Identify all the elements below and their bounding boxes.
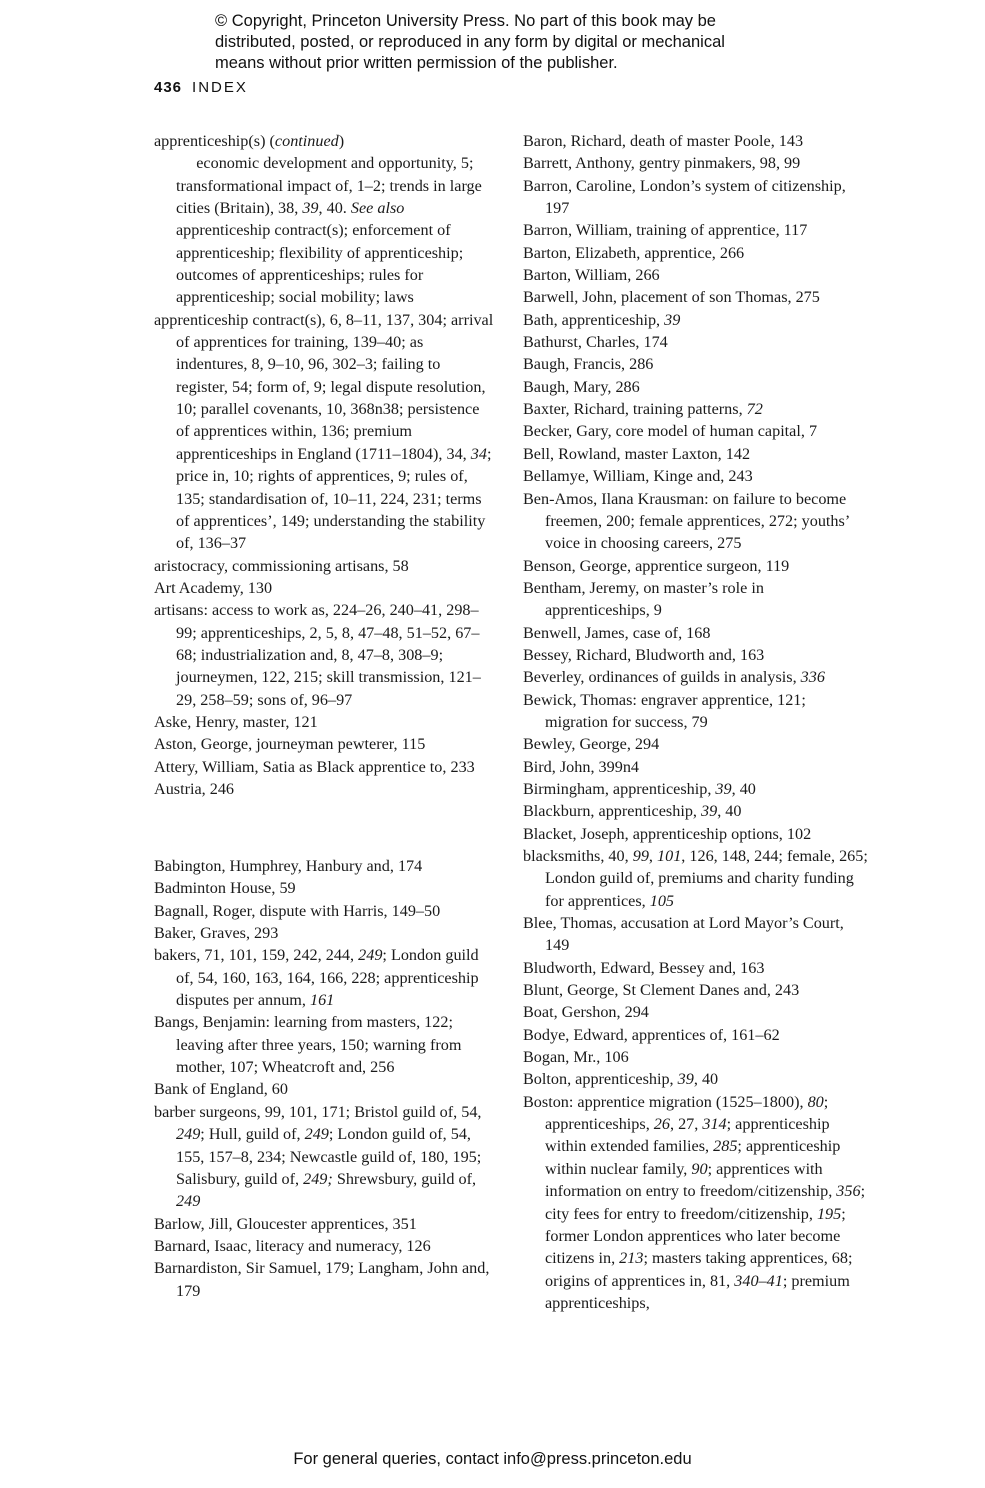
index-entry: Badminton House, 59	[154, 879, 296, 898]
index-entry: Bellamye, William, Kinge and, 243	[523, 467, 753, 486]
index-entry: Bagnall, Roger, dispute with Harris, 149–50	[154, 901, 441, 920]
index-entry: Blacket, Joseph, apprenticeship options, 102	[523, 824, 812, 843]
footer-contact: For general queries, contact info@press.princeton.edu	[293, 1450, 692, 1468]
section-title: INDEX	[192, 79, 248, 96]
index-entry: Bank of England, 60	[154, 1080, 288, 1099]
index-entry: Baugh, Mary, 286	[523, 377, 640, 396]
index-entry: Bell, Rowland, master Laxton, 142	[523, 444, 751, 463]
index-entry: Blee, Thomas, accusation at Lord Mayor’s Court, 149	[523, 914, 844, 955]
index-entry: Aston, George, journeyman pewterer, 115	[154, 735, 426, 754]
index-entry: Boston: apprentice migration (1525–1800), 80; apprenticeships, 26, 27, 314; apprenticeship within extended families, 285; apprenticeship within nuclear family, 90; apprentices with information on entry to freedom/citizenship, 356; city fees for entry to freedom/citizenship, 195; former London apprentices who later become citizens in, 213; masters taking apprentices, 68; origins of apprentices in, 81, 340–41; premium apprenticeships,	[523, 1092, 866, 1312]
index-entry: Barton, William, 266	[523, 266, 660, 285]
index-entry: Benwell, James, case of, 168	[523, 623, 711, 642]
index-entry: Bodye, Edward, apprentices of, 161–62	[523, 1025, 780, 1044]
index-entry: Baron, Richard, death of master Poole, 143	[523, 132, 804, 150]
letter-gap	[154, 817, 494, 839]
page-number: 436	[154, 79, 183, 96]
index-entry: artisans: access to work as, 224–26, 240–41, 298–99; apprenticeships, 2, 5, 8, 47–48, 51–52, 67–68; industrialization and, 8, 47–8, 308–9; journeymen, 122, 215; skill transmission, 121–29, 258–59; sons of, 96–97	[154, 601, 481, 709]
index-entry: Art Academy, 130	[154, 578, 273, 597]
index-entry: Bewley, George, 294	[523, 735, 660, 754]
index-entry: aristocracy, commissioning artisans, 58	[154, 556, 409, 575]
index-entry: Bludworth, Edward, Bessey and, 163	[523, 958, 765, 977]
index-entry: apprenticeship(s) (continued) economic development and opportunity, 5; transformational impact of, 1–2; trends in large cities (Britain), 38, 39, 40. See also apprenticeship contract(s); enforcement of apprenticeship; flexibility of apprenticeship; outcomes of apprenticeships; rules for apprenticeship; social mobility; laws	[154, 132, 482, 307]
index-entry: Barrett, Anthony, gentry pinmakers, 98, 99	[523, 154, 801, 173]
index-entry: Bolton, apprenticeship, 39, 40	[523, 1070, 719, 1089]
index-entry: apprenticeship contract(s), 6, 8–11, 137, 304; arrival of apprentices for training, 139–40; as indentures, 8, 9–10, 96, 302–3; failing to register, 54; form of, 9; legal dispute resolution, 10; parallel covenants, 10, 368n38; persistence of apprentices within, 136; premium apprenticeships in England (1711–1804), 34, 34; price in, 10; rights of apprentices, 9; rules of, 135; standardisation of, 10–11, 224, 231; terms of apprentices’, 149; understanding the stability of, 136–37	[154, 310, 494, 553]
index-entry: Birmingham, apprenticeship, 39, 40	[523, 779, 756, 798]
index-entry: Benson, George, apprentice surgeon, 119	[523, 556, 790, 575]
index-entry: Babington, Humphrey, Hanbury and, 174	[154, 857, 423, 876]
index-entry: Barnardiston, Sir Samuel, 179; Langham, John and, 179	[154, 1259, 490, 1300]
index-entry: Barton, Elizabeth, apprentice, 266	[523, 243, 745, 262]
index-entry: blacksmiths, 40, 99, 101, 126, 148, 244; female, 265; London guild of, premiums and charity funding for apprentices, 105	[523, 847, 868, 910]
index-entry: Barron, William, training of apprentice, 117	[523, 221, 808, 240]
copyright-line: distributed, posted, or reproduced in any form by digital or mechanical	[215, 33, 725, 51]
index-entry: Attery, William, Satia as Black apprentice to, 233	[154, 757, 475, 776]
index-entry: bakers, 71, 101, 159, 242, 244, 249; London guild of, 54, 160, 163, 164, 166, 228; apprenticeship disputes per annum, 161	[154, 946, 479, 1010]
index-entry: Barron, Caroline, London’s system of citizenship, 197	[523, 176, 846, 218]
index-entry: Boat, Gershon, 294	[523, 1003, 649, 1022]
index-entry: Bentham, Jeremy, on master’s role in apprenticeships, 9	[523, 578, 764, 620]
copyright-line: © Copyright, Princeton University Press. No part of this book may be	[215, 12, 716, 30]
index-entry: Baker, Graves, 293	[154, 924, 279, 943]
index-entry: Bathurst, Charles, 174	[523, 333, 668, 352]
index-column-left	[154, 130, 494, 1302]
running-head	[154, 79, 248, 96]
index-entry: Aske, Henry, master, 121	[154, 712, 318, 731]
copyright-line: means without prior written permission of the publisher.	[215, 54, 618, 72]
index-entry: Bewick, Thomas: engraver apprentice, 121; migration for success, 79	[523, 690, 806, 731]
index-entry: Austria, 246	[154, 779, 235, 798]
index-entry: Becker, Gary, core model of human capital, 7	[523, 422, 818, 441]
index-entry: Blackburn, apprenticeship, 39, 40	[523, 802, 742, 821]
index-entry: Bangs, Benjamin: learning from masters, 122; leaving after three years, 150; warning from mother, 107; Wheatcroft and, 256	[154, 1013, 462, 1077]
index-entry: Ben-Amos, Ilana Krausman: on failure to become freemen, 200; female apprentices, 272; youths’ voice in choosing careers, 275	[523, 489, 850, 553]
index-entry: Barwell, John, placement of son Thomas, 275	[523, 288, 820, 307]
index-entry: barber surgeons, 99, 101, 171; Bristol guild of, 54, 249; Hull, guild of, 249; London guild of, 54, 155, 157–8, 234; Newcastle guild of, 180, 195; Salisbury, guild of, 249; Shrewsbury, guild of, 249	[154, 1102, 482, 1211]
index-entry: Bird, John, 399n4	[523, 757, 640, 776]
copyright-notice	[215, 11, 815, 74]
index-entry: Beverley, ordinances of guilds in analysis, 336	[523, 668, 825, 687]
index-entry: Bogan, Mr., 106	[523, 1048, 629, 1067]
index-entry: Baxter, Richard, training patterns, 72	[523, 400, 763, 419]
index-entry: Bath, apprenticeship, 39	[523, 310, 681, 329]
index-entry: Blunt, George, St Clement Danes and, 243	[523, 981, 800, 1000]
index-column-right	[523, 130, 868, 1314]
index-entry: Barlow, Jill, Gloucester apprentices, 351	[154, 1214, 417, 1233]
index-entry: Baugh, Francis, 286	[523, 355, 654, 374]
index-entry: Barnard, Isaac, literacy and numeracy, 126	[154, 1236, 431, 1255]
index-entry: Bessey, Richard, Bludworth and, 163	[523, 645, 765, 664]
